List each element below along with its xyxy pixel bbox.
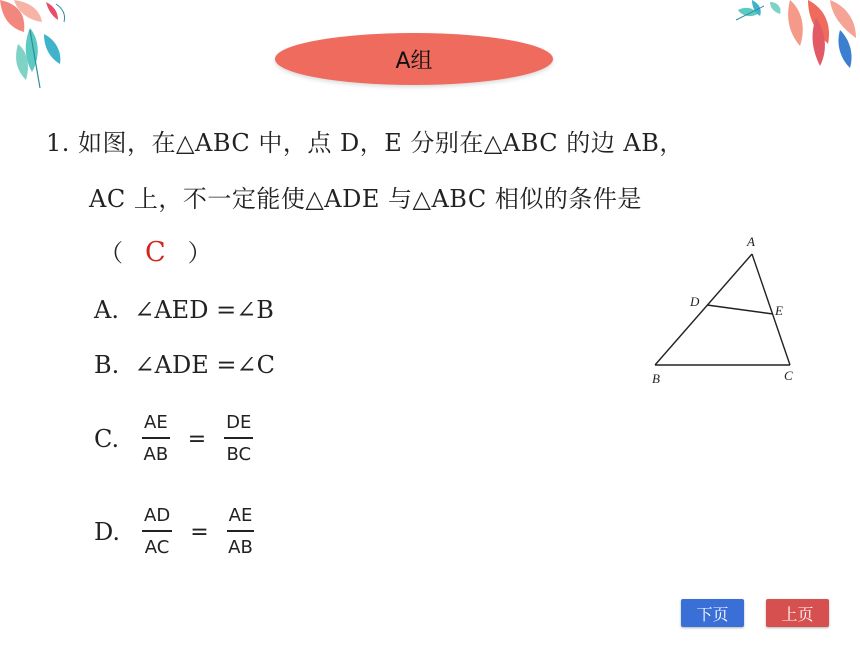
previous-page-button[interactable]: 上页 bbox=[766, 599, 829, 627]
answer-text: C bbox=[145, 237, 166, 268]
vertex-d-label: D bbox=[690, 294, 700, 309]
vertex-b-label: B bbox=[652, 371, 660, 386]
option-c-letter: C. bbox=[94, 425, 120, 453]
question-line-1: 1. 如图，在△ABC 中，点 D，E 分别在△ABC 的边 AB， bbox=[46, 129, 684, 157]
option-c-right-fraction bbox=[224, 412, 253, 466]
fraction-numerator: AE bbox=[227, 505, 255, 532]
option-c bbox=[94, 412, 253, 466]
option-a-letter: A. bbox=[94, 296, 119, 324]
equals-sign: = bbox=[187, 426, 207, 452]
fraction-denominator: AB bbox=[143, 444, 169, 465]
option-b-letter: B. bbox=[94, 351, 120, 379]
option-a bbox=[94, 295, 274, 325]
side-ac bbox=[752, 254, 790, 365]
triangle-figure bbox=[640, 228, 810, 393]
group-label-pill bbox=[275, 33, 553, 85]
option-b-text: ∠ADE =∠C bbox=[134, 351, 275, 379]
fraction-numerator: AE bbox=[142, 412, 170, 439]
option-d-right-fraction bbox=[227, 505, 255, 559]
question-line-2: AC 上，不一定能使△ADE 与△ABC 相似的条件是 bbox=[89, 185, 642, 213]
next-page-button[interactable]: 下页 bbox=[681, 599, 744, 627]
fraction-denominator: AB bbox=[228, 537, 253, 558]
fraction-denominator: AC bbox=[144, 537, 170, 558]
group-label: A组 bbox=[395, 48, 433, 74]
option-a-text: ∠AED =∠B bbox=[134, 296, 274, 324]
segment-de bbox=[707, 305, 773, 314]
vertex-e-label: E bbox=[775, 303, 783, 318]
answer-bracket bbox=[99, 238, 212, 268]
option-c-left-fraction bbox=[142, 412, 170, 466]
bracket-close: ） bbox=[187, 239, 212, 267]
fraction-numerator: DE bbox=[224, 412, 253, 439]
equals-sign: = bbox=[190, 519, 209, 545]
option-d-letter: D. bbox=[94, 518, 121, 546]
option-d bbox=[94, 505, 254, 559]
fraction-denominator: BC bbox=[226, 444, 252, 465]
bracket-open: （ bbox=[99, 239, 123, 267]
fraction-numerator: AD bbox=[142, 505, 172, 532]
leaf-decoration-top-right bbox=[730, 0, 860, 75]
leaf-decoration-top-left bbox=[0, 0, 90, 95]
option-b bbox=[94, 350, 275, 380]
vertex-c-label: C bbox=[784, 368, 793, 383]
vertex-a-label: A bbox=[747, 234, 755, 249]
option-d-left-fraction bbox=[142, 505, 172, 559]
